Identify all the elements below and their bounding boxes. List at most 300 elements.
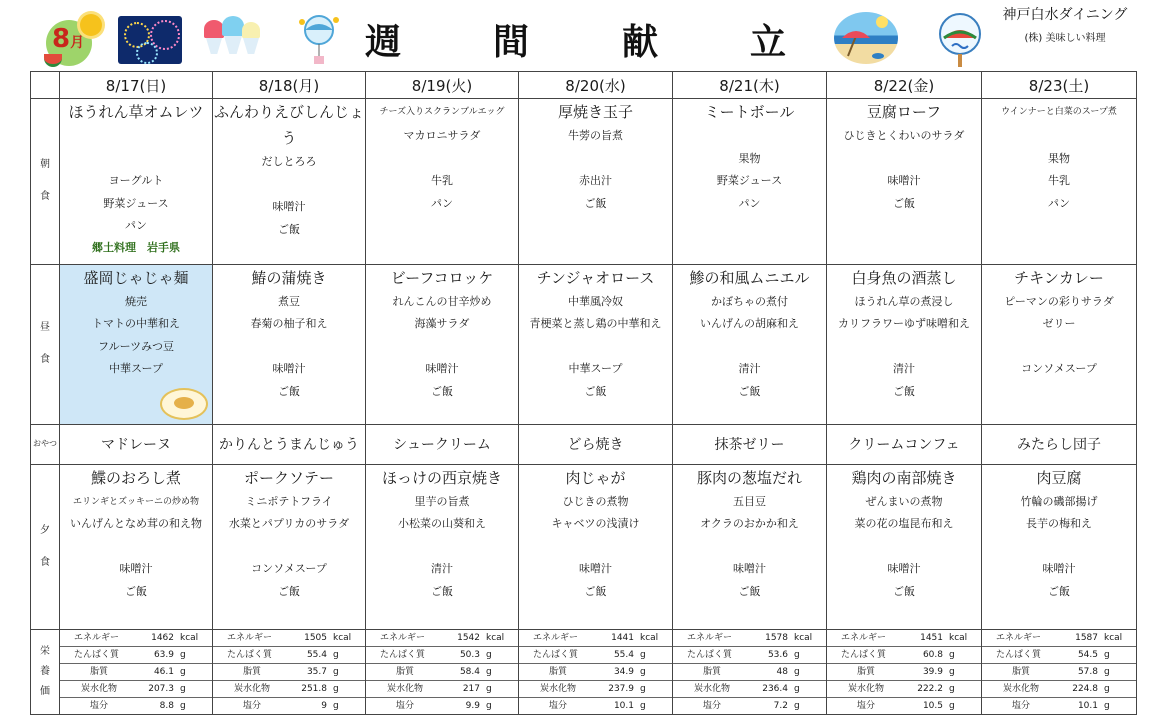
side-dish: 野菜ジュース [103,196,169,210]
lunch-cell [519,264,673,424]
blank-line [519,536,672,559]
fireworks-icon [118,16,182,64]
blank-line [519,148,672,171]
main-dish: ふんわりえびしんじょう [213,103,364,147]
weekly-menu-table [30,71,1137,715]
nutrient-value: 1505 [304,632,327,643]
nutrition-salt-row [213,698,365,714]
side-dish: ご飯 [584,384,607,398]
side-dish: ひじきとくわいのサラダ [843,129,965,142]
nutrient-unit: kcal [1104,632,1123,643]
snack-cell: マドレーヌ [60,424,213,464]
nutrition-fat-row [982,664,1136,681]
dinner-cell [982,464,1137,629]
side-dish: ご飯 [893,384,915,398]
title-char-4: 立 [750,22,787,63]
side-dish: ゼリー [1042,317,1076,330]
nutrient-unit: g [180,683,186,694]
blank-line [519,336,672,359]
nutrition-carb-row [213,681,365,698]
nutrient-value: 55.4 [613,649,634,660]
nutrient-value: 1587 [1075,632,1098,643]
side-dish: フルーツみつ豆 [98,339,174,353]
side-dish: いんげんの胡麻和え [700,317,799,330]
nutrient-value: 1462 [151,632,174,643]
nutrient-unit: g [1104,683,1110,694]
nutrient-unit: g [333,649,339,660]
nutrient-unit: g [333,666,339,677]
blank-line [673,536,826,559]
side-dish: オクラのおかか和え [700,517,799,530]
lunch-cell [366,264,519,424]
nutrition-salt-row [366,698,518,714]
nutrition-salt-row [982,698,1136,714]
nutrient-value: 1542 [457,632,480,643]
snack-cell: かりんとうまんじゅう [213,424,366,464]
main-dish: 豚肉の葱塩だれ [696,468,802,487]
side-dish: ご飯 [738,384,761,398]
side-dish: 青梗菜と蒸し鶏の中華和え [529,317,662,330]
nutrient-unit: g [486,683,492,694]
nutrition-carb-row [982,681,1136,698]
nutrient-label: エネルギー [841,632,887,643]
nutrient-unit: g [486,666,492,677]
side-dish: ご飯 [278,384,300,398]
shaved-ice-icon [200,14,264,64]
side-dish: ご飯 [125,584,147,598]
nutrient-label: 脂質 [242,666,261,677]
nutrition-salt-row [673,698,826,714]
nutrient-label: 炭水化物 [80,683,117,694]
nutrient-value: 236.4 [762,683,788,694]
nutrient-label: たんぱく質 [687,649,733,660]
nutrient-value: 10.5 [922,700,943,711]
breakfast-row [31,99,1137,265]
side-dish: 海藻サラダ [414,317,470,330]
nutrition-fat-row [519,664,672,681]
nutrient-value: 48 [776,666,788,677]
breakfast-label: 朝 食 [31,99,60,265]
date-header-row [31,72,1137,99]
breakfast-cell [60,99,213,265]
side-dish: カリフラワーゆず味噌和え [838,317,970,330]
main-dish: チーズ入りスクランブルエッグ [379,107,505,117]
nutrient-value: 207.3 [148,683,174,694]
nutrient-unit: g [180,649,186,660]
lunch-cell [982,264,1137,424]
nutrient-label: 塩分 [548,700,567,711]
nutrition-carb-row [673,681,826,698]
nutrient-unit: g [794,683,800,694]
nutrient-unit: kcal [333,632,352,643]
nutrition-salt-row [60,698,212,714]
side-dish: 味噌汁 [887,174,921,187]
nutrition-cell [982,629,1137,714]
main-dish: ほうれん草オムレツ [68,103,204,121]
nutrition-carb-row [366,681,518,698]
nutrient-label: たんぱく質 [841,649,887,660]
main-dish: チキンカレー [1014,268,1104,287]
side-dish: ご飯 [584,196,607,210]
nutrient-value: 222.2 [917,683,943,694]
blank-line [982,536,1136,559]
nutrient-unit: g [949,700,955,711]
nutrient-unit: g [949,683,955,694]
nutrient-label: 炭水化物 [693,683,730,694]
blank-line [213,536,365,559]
nutrient-label: 塩分 [856,700,875,711]
nutrient-label: 脂質 [89,666,108,677]
dinner-row [31,464,1137,629]
nutrient-label: エネルギー [74,632,120,643]
nutrient-value: 60.8 [922,649,943,660]
breakfast-cell [213,99,366,265]
side-dish: ご飯 [431,584,453,598]
blank-line [827,148,981,171]
side-dish: ご飯 [893,584,915,598]
snack-cell: みたらし団子 [982,424,1137,464]
nutrient-unit: g [180,700,186,711]
month-label: 8月 [52,24,85,54]
uchiwa-fan-icon [934,12,986,68]
side-dish: いんげんとなめ茸の和え物 [70,517,202,530]
blank-line [60,148,212,171]
side-dish: ご飯 [893,196,915,210]
side-dish: 中華風冷奴 [568,294,623,308]
nutrient-label: 脂質 [856,666,875,677]
nutrient-value: 35.7 [306,666,327,677]
side-dish: 煮豆 [278,294,300,308]
nutrient-label: 塩分 [242,700,261,711]
side-dish: 味噌汁 [119,562,153,575]
lunch-label: 昼 食 [31,264,60,424]
nutrient-label: エネルギー [227,632,273,643]
nutrient-value: 53.6 [767,649,788,660]
nutrient-unit: g [794,666,800,677]
nutrition-protein-row [519,647,672,664]
side-dish: ご飯 [431,384,453,398]
nutrition-cell [519,629,673,714]
page-header [0,0,1160,70]
nutrition-energy-row [519,630,672,647]
side-dish: 清汁 [738,362,761,375]
date-header: 8/19(火) [366,72,519,99]
nutrient-label: エネルギー [533,632,579,643]
nutrient-label: 塩分 [1011,700,1030,711]
nutrition-label: 栄 養 価 [31,629,60,714]
side-dish: 味噌汁 [733,562,766,575]
dinner-cell [366,464,519,629]
breakfast-cell [673,99,827,265]
main-dish: ビーフコロッケ [390,268,494,287]
dinner-cell [673,464,827,629]
nutrition-protein-row [213,647,365,664]
nutrition-row [31,629,1137,714]
lunch-cell [827,264,982,424]
nutrition-carb-row [519,681,672,698]
nutrient-label: 塩分 [702,700,721,711]
side-dish: 野菜ジュース [716,174,783,187]
main-dish: 鰆の蒲焼き [251,268,327,287]
nutrition-energy-row [60,630,212,647]
nutrition-energy-row [366,630,518,647]
nutrient-label: 炭水化物 [847,683,884,694]
nutrient-label: エネルギー [687,632,733,643]
noodle-plate-icon [160,388,208,420]
nutrition-energy-row [673,630,826,647]
nutrition-protein-row [366,647,518,664]
nutrition-protein-row [827,647,981,664]
blank-line [60,125,212,148]
nutrient-unit: kcal [486,632,505,643]
side-dish: ピーマンの彩りサラダ [1004,294,1114,308]
nutrition-protein-row [60,647,212,664]
side-dish: 味噌汁 [425,362,459,375]
nutrient-unit: g [1104,666,1110,677]
nutrient-value: 63.9 [153,649,174,660]
main-dish: ほっけの西京焼き [381,468,502,487]
nutrient-value: 7.2 [773,700,788,711]
nutrition-fat-row [673,664,826,681]
side-dish: 竹輪の磯部揚げ [1020,494,1098,508]
nutrient-unit: g [1104,700,1110,711]
brand-subtitle: (株) 美味しい料理 [1024,33,1106,44]
nutrient-value: 1578 [765,632,788,643]
nutrient-unit: kcal [949,632,968,643]
blank-line [982,381,1136,404]
blank-line [827,336,981,359]
nutrient-label: たんぱく質 [996,649,1042,660]
nutrition-carb-row [827,681,981,698]
side-dish: 五目豆 [733,494,766,508]
nutrient-value: 54.5 [1077,649,1098,660]
side-dish: 味噌汁 [1042,562,1076,575]
nutrition-energy-row [982,630,1136,647]
main-dish: 肉豆腐 [1036,468,1082,487]
side-dish: トマトの中華和え [92,317,180,330]
watermelon-icon [44,54,62,67]
side-dish: 菜の花の塩昆布和え [854,517,954,530]
main-dish: 盛岡じゃじゃ麺 [83,268,189,287]
nutrient-value: 9.9 [465,700,480,711]
blank-line [366,336,518,359]
side-dish: 味噌汁 [579,562,612,575]
nutrient-label: 炭水化物 [233,683,270,694]
nutrient-value: 251.8 [301,683,327,694]
dinner-cell [827,464,982,629]
regional-cuisine-note: 郷土料理 岩手県 [92,240,180,254]
blank-line [827,215,981,238]
nutrient-unit: g [333,700,339,711]
side-dish: ご飯 [738,584,761,598]
nutrient-unit: g [794,649,800,660]
side-dish: 果物 [1048,151,1070,165]
nutrient-value: 9 [321,700,327,711]
blank-line [982,336,1136,359]
blank-line [60,536,212,559]
side-dish: ほうれん草の煮浸し [854,294,954,308]
nutrient-value: 50.3 [459,649,480,660]
blank-line [519,215,672,238]
lunch-cell [213,264,366,424]
main-dish: 肉じゃが [565,468,626,487]
nutrient-value: 34.9 [613,666,634,677]
nutrient-unit: kcal [640,632,659,643]
side-dish: 味噌汁 [272,362,306,375]
snack-cell: シュークリーム [366,424,519,464]
side-dish: 牛乳 [431,174,453,187]
nutrition-salt-row [519,698,672,714]
nutrition-cell [827,629,982,714]
brand-name: 神戸白水ダイニング [1002,7,1128,23]
main-dish: 鶏肉の南部焼き [851,468,957,487]
date-header: 8/18(月) [213,72,366,99]
nutrient-unit: g [949,666,955,677]
side-dish: 清汁 [893,362,915,375]
side-dish: 中華スープ [568,362,623,375]
nutrient-unit: g [486,649,492,660]
side-dish: キャベツの浅漬け [551,517,640,530]
nutrient-value: 217 [462,683,480,694]
nutrient-unit: kcal [794,632,813,643]
nutrition-fat-row [366,664,518,681]
side-dish: 味噌汁 [272,200,306,213]
nutrient-label: 脂質 [395,666,414,677]
date-header: 8/21(木) [673,72,827,99]
nutrient-unit: g [640,649,646,660]
nutrient-unit: g [486,700,492,711]
dinner-cell [60,464,213,629]
blank-line [982,125,1136,148]
nutrient-unit: g [180,666,186,677]
nutrient-label: 塩分 [395,700,414,711]
main-dish: 白身魚の酒蒸し [851,268,957,287]
nutrient-label: 炭水化物 [539,683,576,694]
snack-row [31,424,1137,464]
blank-line [366,148,518,171]
nutrition-fat-row [827,664,981,681]
nutrient-label: エネルギー [996,632,1042,643]
nutrient-value: 237.9 [608,683,634,694]
main-dish: チンジャオロース [536,268,655,287]
lunch-cell [60,264,213,424]
side-dish: ヨーグルト [108,174,164,187]
nutrient-label: たんぱく質 [74,649,120,660]
breakfast-cell [519,99,673,265]
side-dish: ご飯 [278,222,300,236]
wind-chime-icon [294,12,344,64]
side-dish: ぜんまいの煮物 [865,494,943,508]
side-dish: ミニポテトフライ [245,494,333,508]
month-badge [44,10,100,66]
nutrient-label: 塩分 [89,700,108,711]
main-dish: 豆腐ローフ [866,103,942,121]
side-dish: コンソメスープ [1021,362,1097,375]
nutrient-unit: g [640,666,646,677]
beach-icon [834,12,898,64]
blank-line [213,241,365,264]
nutrient-value: 1451 [920,632,943,643]
side-dish: れんこんの甘辛炒め [392,294,492,308]
corner-cell [31,72,60,99]
dinner-cell [213,464,366,629]
dinner-label: 夕 食 [31,464,60,629]
nutrient-label: たんぱく質 [533,649,579,660]
nutrition-salt-row [827,698,981,714]
side-dish: ご飯 [1048,584,1070,598]
lunch-cell [673,264,827,424]
nutrient-label: 炭水化物 [1002,683,1039,694]
side-dish: 清汁 [431,562,453,575]
title-char-3: 献 [622,22,659,63]
side-dish: 牛蒡の旨煮 [568,129,623,142]
nutrient-unit: g [794,700,800,711]
blank-line [827,536,981,559]
main-dish: ミートボール [704,103,795,121]
snack-cell: 抹茶ゼリー [673,424,827,464]
snack-cell: クリームコンフェ [827,424,982,464]
nutrition-energy-row [213,630,365,647]
main-dish: 鯵の和風ムニエル [689,268,810,287]
nutrient-label: 脂質 [548,666,567,677]
nutrient-label: エネルギー [380,632,426,643]
nutrition-energy-row [827,630,981,647]
side-dish: 果物 [738,151,761,165]
date-header: 8/22(金) [827,72,982,99]
blank-line [366,215,518,238]
nutrient-unit: g [640,683,646,694]
breakfast-cell [366,99,519,265]
nutrient-value: 58.4 [459,666,480,677]
nutrient-value: 8.8 [159,700,174,711]
nutrition-cell [366,629,519,714]
nutrient-label: 脂質 [1011,666,1030,677]
title-char-2: 間 [493,22,530,63]
side-dish: 小松菜の山葵和え [398,517,486,530]
date-header: 8/23(土) [982,72,1137,99]
nutrient-value: 1441 [611,632,634,643]
side-dish: パン [431,196,453,210]
side-dish: エリンギとズッキーニの炒め物 [73,496,199,507]
nutrition-carb-row [60,681,212,698]
side-dish: コンソメスープ [251,562,327,575]
blank-line [673,215,826,238]
main-dish: ポークソテー [243,468,334,487]
blank-line [213,336,365,359]
nutrient-unit: g [949,649,955,660]
side-dish: ご飯 [584,584,607,598]
nutrient-value: 39.9 [922,666,943,677]
side-dish: パン [1048,196,1070,210]
title-char-1: 週 [365,22,402,63]
nutrient-unit: g [640,700,646,711]
main-dish: ウインナーと白菜のスープ煮 [1001,107,1117,117]
side-dish: 味噌汁 [887,562,921,575]
side-dish: マカロニサラダ [403,129,481,142]
dinner-cell [519,464,673,629]
date-header: 8/17(日) [60,72,213,99]
nutrient-value: 57.8 [1077,666,1098,677]
nutrient-value: 10.1 [613,700,634,711]
side-dish: ひじきの煮物 [562,494,629,508]
blank-line [366,536,518,559]
breakfast-cell [982,99,1137,265]
nutrient-unit: g [1104,649,1110,660]
side-dish: 長芋の梅和え [1026,517,1092,530]
nutrition-cell [213,629,366,714]
blank-line [673,336,826,359]
nutrition-fat-row [213,664,365,681]
